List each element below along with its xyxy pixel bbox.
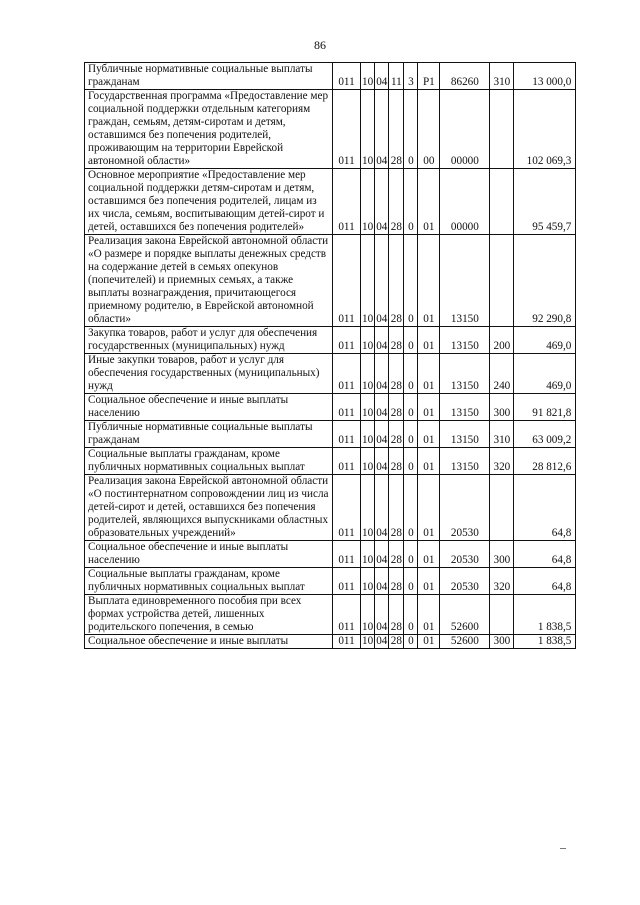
program-code: 28 [389, 169, 404, 235]
direction-code: 00000 [440, 169, 490, 235]
subprogram-code: 0 [404, 475, 418, 541]
amount: 1 838,5 [514, 595, 576, 635]
row-name: Иные закупки товаров, работ и услуг для обеспечения государственных (муниципальных) нужд [85, 354, 333, 394]
row-name: Государственная программа «Предоставление мер социальной поддержки отдельным категориям граждан, семьям, детям-сиротам и детям, оставшимся без попечения родителей, проживающим на территории Еврейской автономной области» [85, 90, 333, 169]
table-row [85, 63, 576, 90]
program-code: 28 [389, 595, 404, 635]
amount: 92 290,8 [514, 235, 576, 327]
expense-type-code: 310 [490, 63, 514, 90]
table-row [85, 595, 576, 635]
budget-table [84, 62, 576, 649]
table-row [85, 421, 576, 448]
subprogram-code: 0 [404, 568, 418, 595]
subsection-code: 04 [375, 169, 389, 235]
direction-code: 52600 [440, 635, 490, 649]
event-code: Р1 [418, 63, 440, 90]
ministry-code: 011 [333, 595, 361, 635]
direction-code: 13150 [440, 354, 490, 394]
ministry-code: 011 [333, 394, 361, 421]
subsection-code: 04 [375, 354, 389, 394]
program-code: 28 [389, 475, 404, 541]
amount: 64,8 [514, 568, 576, 595]
table-row [85, 327, 576, 354]
direction-code: 20530 [440, 475, 490, 541]
subprogram-code: 0 [404, 90, 418, 169]
row-name: Реализация закона Еврейской автономной области «О размере и порядке выплаты денежных средств на содержание детей в семьях опекунов (попечителей) и приемных семьях, а также выплаты вознаграждения, причитающегося приемному родителю, в Еврейской автономной области» [85, 235, 333, 327]
direction-code: 20530 [440, 568, 490, 595]
subprogram-code: 0 [404, 169, 418, 235]
table-row [85, 568, 576, 595]
expense-type-code [490, 90, 514, 169]
subsection-code: 04 [375, 541, 389, 568]
section-code: 10 [361, 394, 375, 421]
program-code: 11 [389, 63, 404, 90]
expense-type-code [490, 169, 514, 235]
section-code: 10 [361, 235, 375, 327]
table-row [85, 635, 576, 649]
ministry-code: 011 [333, 90, 361, 169]
subsection-code: 04 [375, 568, 389, 595]
event-code: 01 [418, 595, 440, 635]
amount: 28 812,6 [514, 448, 576, 475]
direction-code: 00000 [440, 90, 490, 169]
program-code: 28 [389, 541, 404, 568]
program-code: 28 [389, 421, 404, 448]
amount: 63 009,2 [514, 421, 576, 448]
subprogram-code: 0 [404, 421, 418, 448]
direction-code: 86260 [440, 63, 490, 90]
subprogram-code: 0 [404, 635, 418, 649]
budget-table-body [85, 63, 576, 649]
table-row [85, 394, 576, 421]
section-code: 10 [361, 421, 375, 448]
direction-code: 52600 [440, 595, 490, 635]
subsection-code: 04 [376, 635, 388, 647]
section-code: 10 [362, 635, 374, 647]
subprogram-code: 3 [404, 63, 418, 90]
subsection-code: 04 [375, 90, 389, 169]
ministry-code: 011 [333, 421, 361, 448]
row-name: Публичные нормативные социальные выплаты гражданам [85, 421, 333, 448]
scan-mark [560, 848, 566, 849]
event-code: 00 [418, 90, 440, 169]
subprogram-code: 0 [404, 394, 418, 421]
event-code: 01 [418, 541, 440, 568]
expense-type-code: 300 [490, 394, 514, 421]
subprogram-code: 0 [404, 327, 418, 354]
table-row [85, 90, 576, 169]
program-code: 28 [389, 394, 404, 421]
section-code: 10 [361, 327, 375, 354]
subsection-code: 04 [375, 394, 389, 421]
ministry-code: 011 [333, 354, 361, 394]
table-row [85, 169, 576, 235]
amount: 13 000,0 [514, 63, 576, 90]
program-code: 28 [389, 235, 404, 327]
table-row [85, 448, 576, 475]
subprogram-code: 0 [404, 595, 418, 635]
ministry-code: 011 [333, 235, 361, 327]
ministry-code: 011 [333, 635, 361, 649]
subsection-code: 04 [375, 327, 389, 354]
event-code: 01 [418, 475, 440, 541]
row-name: Закупка товаров, работ и услуг для обеспечения государственных (муниципальных) нужд [85, 327, 333, 354]
subsection-code: 04 [375, 475, 389, 541]
direction-code: 13150 [440, 448, 490, 475]
expense-type-code: 300 [490, 635, 514, 649]
ministry-code: 011 [333, 541, 361, 568]
expense-type-code: 200 [490, 327, 514, 354]
subprogram-code: 0 [404, 354, 418, 394]
subprogram-code: 0 [404, 541, 418, 568]
ministry-code: 011 [333, 63, 361, 90]
expense-type-code [490, 235, 514, 327]
event-code: 01 [418, 235, 440, 327]
program-code: 28 [389, 354, 404, 394]
program-code: 28 [389, 568, 404, 595]
amount: 1 838,5 [514, 635, 576, 649]
row-name: Социальные выплаты гражданам, кроме публичных нормативных социальных выплат [85, 568, 333, 595]
expense-type-code: 320 [490, 568, 514, 595]
event-code: 01 [418, 394, 440, 421]
table-row [85, 475, 576, 541]
section-code: 10 [361, 354, 375, 394]
event-code: 01 [418, 327, 440, 354]
ministry-code: 011 [333, 568, 361, 595]
program-code: 28 [389, 327, 404, 354]
amount: 95 459,7 [514, 169, 576, 235]
subsection-code: 04 [375, 448, 389, 475]
amount: 102 069,3 [514, 90, 576, 169]
event-code: 01 [418, 421, 440, 448]
table-row [85, 354, 576, 394]
row-name: Социальные выплаты гражданам, кроме публичных нормативных социальных выплат [85, 448, 333, 475]
expense-type-code [490, 595, 514, 635]
subsection-code: 04 [375, 63, 389, 90]
amount: 469,0 [514, 327, 576, 354]
section-code: 10 [361, 448, 375, 475]
event-code: 01 [418, 354, 440, 394]
row-name: Социальное обеспечение и иные выплаты населению [85, 541, 333, 568]
expense-type-code: 320 [490, 448, 514, 475]
event-code: 01 [418, 448, 440, 475]
program-code: 28 [389, 448, 404, 475]
program-code: 28 [389, 90, 404, 169]
subprogram-code: 0 [404, 448, 418, 475]
ministry-code: 011 [333, 169, 361, 235]
section-code: 10 [361, 541, 375, 568]
section-code: 10 [361, 475, 375, 541]
row-name: Социальное обеспечение и иные выплаты населению [85, 394, 333, 421]
row-name: Основное мероприятие «Предоставление мер социальной поддержки детям-сиротам и детям, оставшимся без попечения родителей, лицам из их числа, семьям, воспитывающим детей-сирот и детей, оставшихся без попечения родителей» [85, 169, 333, 235]
subsection-code: 04 [375, 595, 389, 635]
direction-code: 13150 [440, 394, 490, 421]
section-code: 10 [361, 568, 375, 595]
direction-code: 20530 [440, 541, 490, 568]
row-name: Публичные нормативные социальные выплаты гражданам [85, 63, 333, 90]
event-code: 01 [418, 635, 440, 649]
section-code: 10 [361, 63, 375, 90]
subprogram-code: 0 [404, 235, 418, 327]
direction-code: 13150 [440, 327, 490, 354]
program-code: 28 [390, 635, 402, 647]
amount: 469,0 [514, 354, 576, 394]
event-code: 01 [418, 169, 440, 235]
amount: 64,8 [514, 541, 576, 568]
subsection-code: 04 [375, 235, 389, 327]
event-code: 01 [418, 568, 440, 595]
section-code: 10 [361, 169, 375, 235]
table-row [85, 541, 576, 568]
expense-type-code [490, 475, 514, 541]
expense-type-code: 310 [490, 421, 514, 448]
row-name: Реализация закона Еврейской автономной области «О постинтернатном сопровождении лиц из числа детей-сирот и детей, оставшихся без попечения родителей, являющихся выпускниками областных образовательных учреждений» [85, 475, 333, 541]
ministry-code: 011 [333, 475, 361, 541]
page-number: 86 [314, 38, 326, 52]
ministry-code: 011 [333, 448, 361, 475]
direction-code: 13150 [440, 235, 490, 327]
expense-type-code: 300 [490, 541, 514, 568]
subsection-code: 04 [375, 421, 389, 448]
amount: 91 821,8 [514, 394, 576, 421]
ministry-code: 011 [333, 327, 361, 354]
table-row [85, 235, 576, 327]
row-name: Социальное обеспечение и иные выплаты [85, 635, 333, 649]
section-code: 10 [361, 90, 375, 169]
section-code: 10 [361, 595, 375, 635]
direction-code: 13150 [440, 421, 490, 448]
row-name: Выплата единовременного пособия при всех формах устройства детей, лишенных родительского попечения, в семью [85, 595, 333, 635]
amount: 64,8 [514, 475, 576, 541]
expense-type-code: 240 [490, 354, 514, 394]
